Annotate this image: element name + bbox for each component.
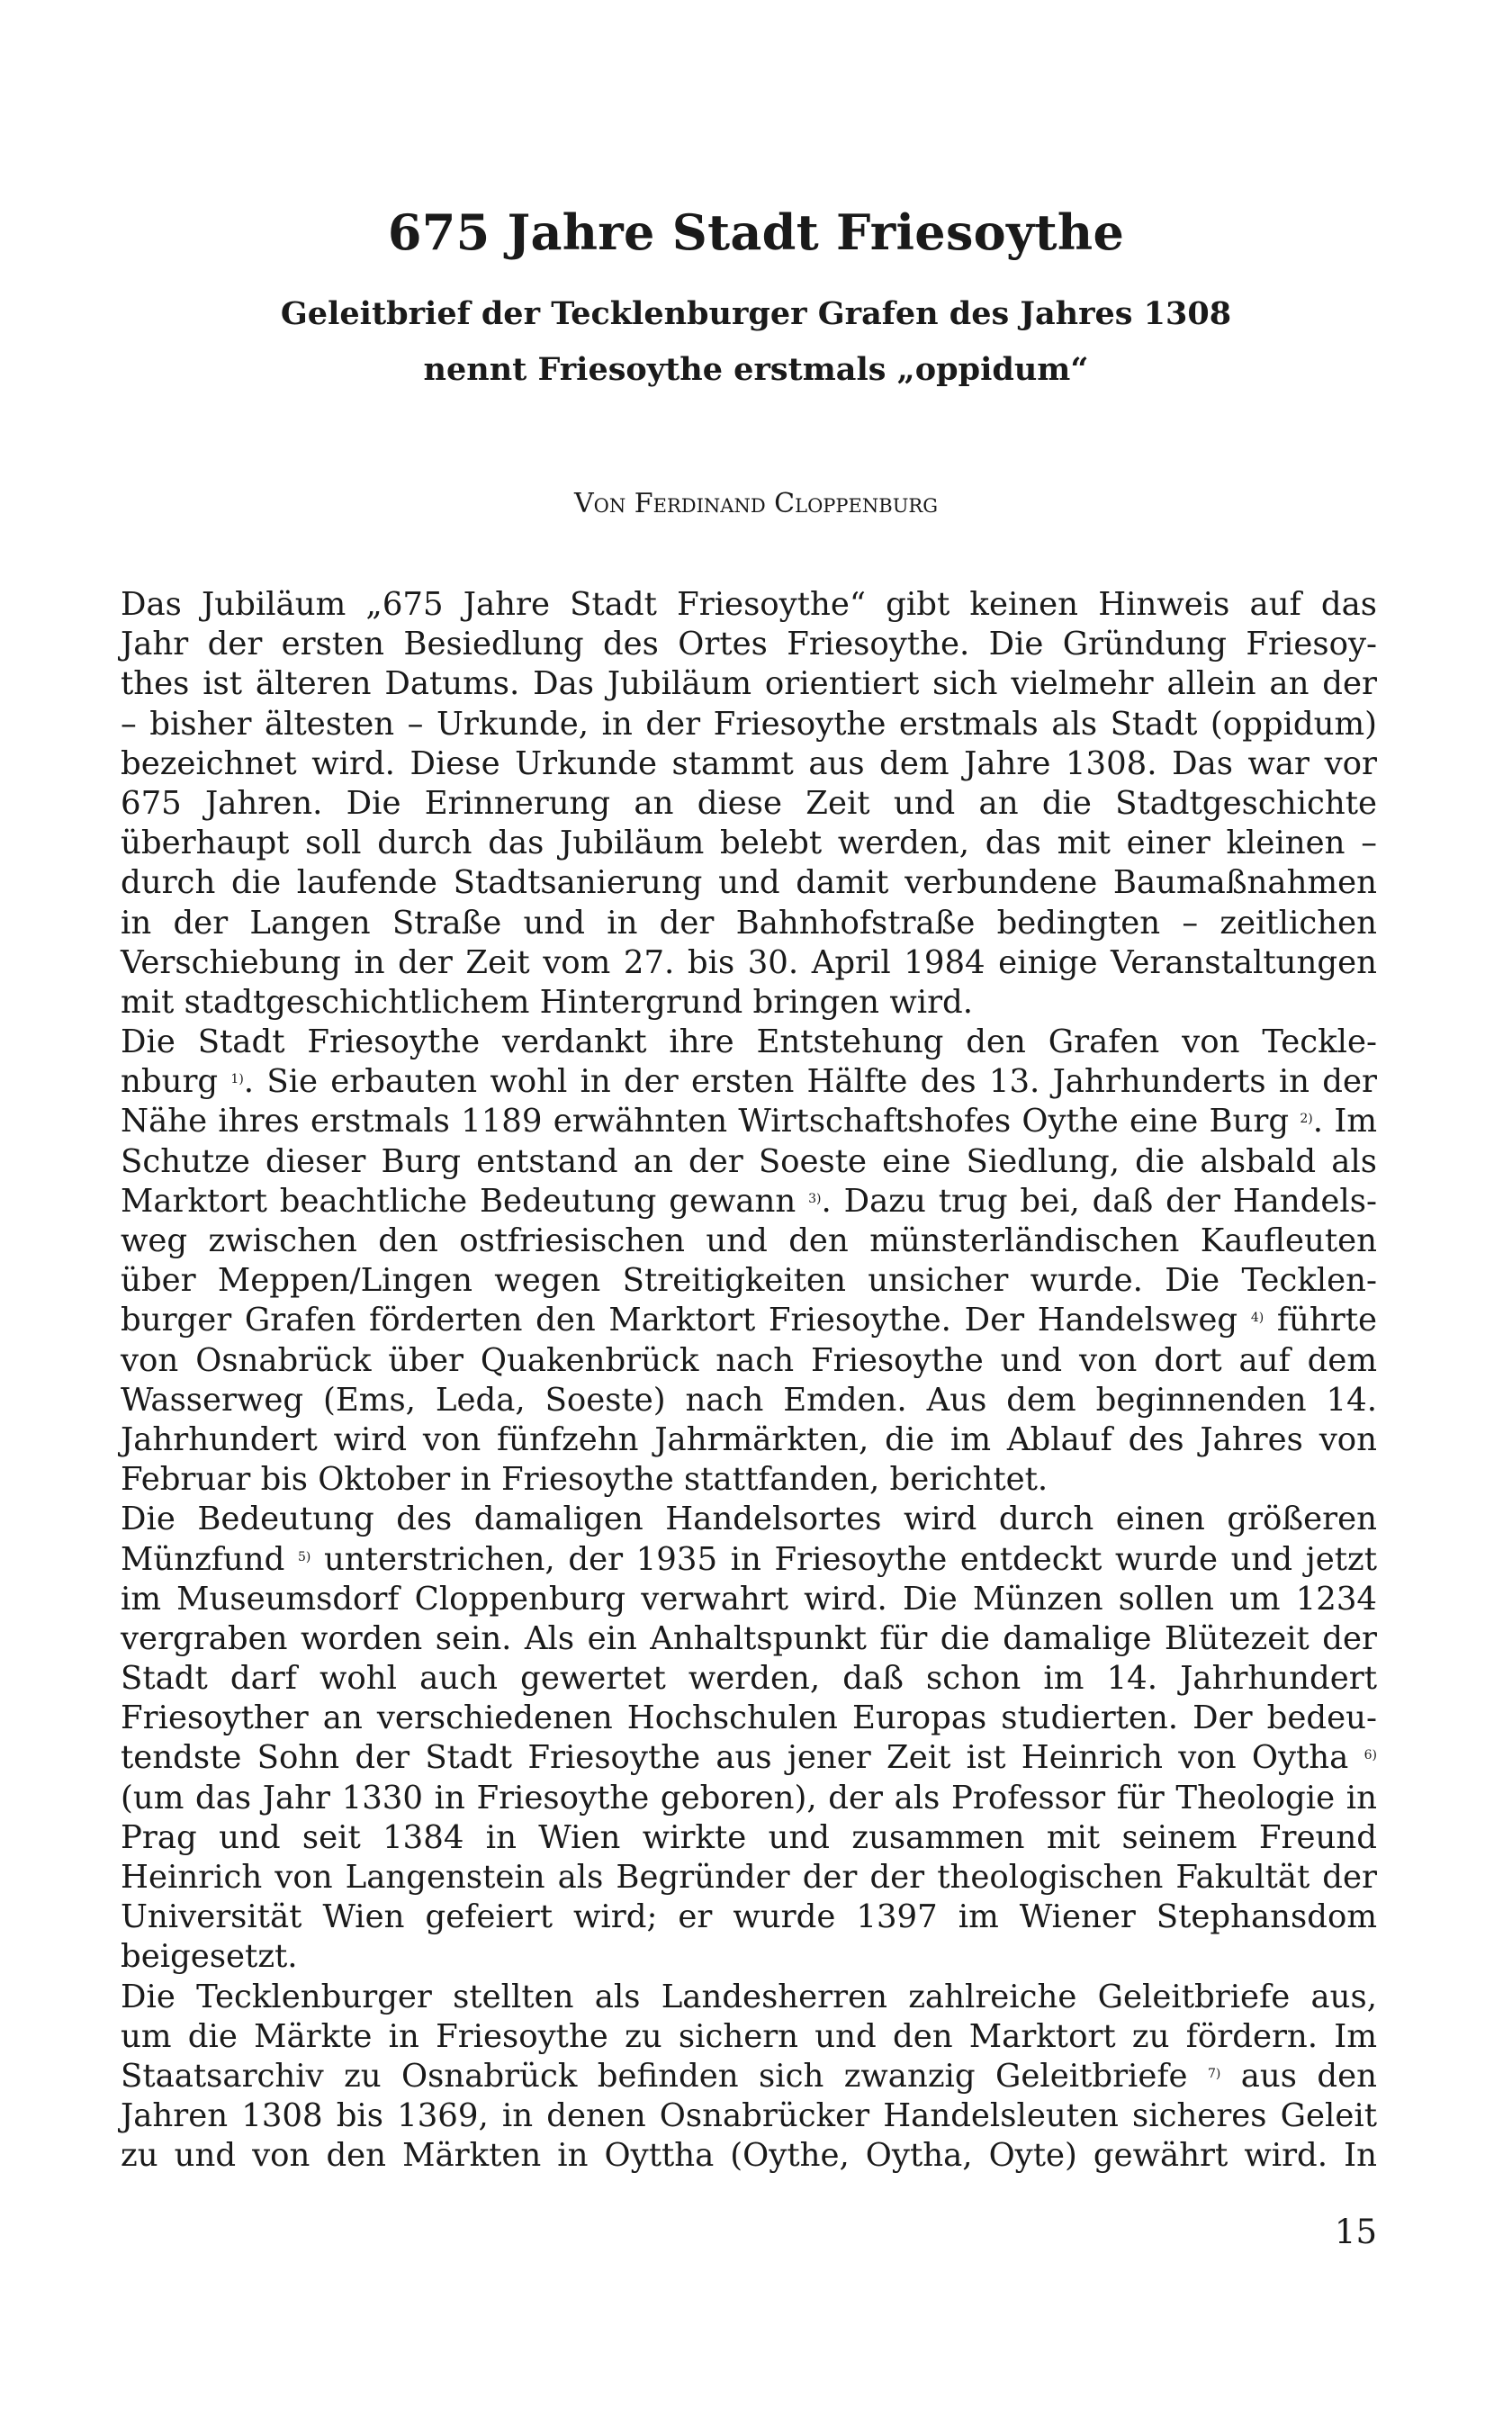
body-text: Nähe ihres erstmals 1189 erwähnten Wirtschaftshofes Oythe eine Burg [121, 1103, 1290, 1140]
body-line: nburg $^{1)}$. Sie erbauten wohl in der ersten Hälfte des 13. Jahrhunderts in der [121, 1063, 1377, 1101]
body-text: aus den [1240, 2057, 1377, 2095]
body-text: führte [1276, 1302, 1377, 1339]
body-line: Stadt darf wohl auch gewertet werden, daß schon im 14. Jahrhundert [121, 1660, 1377, 1698]
body-line: mit stadtgeschichtlichem Hintergrund bringen wird. [121, 983, 974, 1021]
footnote-marker: 7) [1207, 2066, 1221, 2081]
body-line: im Museumsdorf Cloppenburg verwahrt wird. Die Münzen sollen um 1234 [121, 1580, 1377, 1618]
body-line: überhaupt soll durch das Jubiläum belebt werden, das mit einer kleinen – [121, 825, 1377, 862]
footnote-marker: 6) [1364, 1748, 1377, 1763]
body-line: Heinrich von Langenstein als Begründer der der theologischen Fakultät der [121, 1859, 1377, 1896]
body-line: Marktort beachtliche Bedeutung gewann $^{3)}$. Dazu trug bei, daß der Handels- [121, 1182, 1377, 1220]
body-line: Friesoyther an verschiedenen Hochschulen Europas studierten. Der bedeu- [121, 1699, 1377, 1737]
body-line: Universität Wien gefeiert wird; er wurde 1397 im Wiener Stephansdom [121, 1898, 1377, 1936]
body-line: Verschiebung in der Zeit vom 27. bis 30. April 1984 einige Veranstaltungen [121, 943, 1377, 981]
body-text: Marktort beachtliche Bedeutung gewann [121, 1182, 796, 1220]
body-line [121, 1738, 1377, 1778]
article-subtitle-line-2: nennt Friesoythe erstmals „oppidum“ [423, 351, 1089, 388]
body-line: in der Langen Straße und in der Bahnhofstraße bedingten – zeitlichen [121, 904, 1377, 942]
footnote-marker: 3) [808, 1191, 822, 1206]
article-author: Von Ferdinand Cloppenburg [574, 488, 938, 519]
body-line: Die Bedeutung des damaligen Handelsortes wird durch einen größeren [121, 1501, 1377, 1538]
article-title: 675 Jahre Stadt Friesoythe [387, 203, 1125, 261]
page-number: 15 [1334, 2213, 1377, 2251]
body-line: Prag und seit 1384 in Wien wirkte und zusammen mit seinem Freund [121, 1818, 1377, 1856]
body-line: Die Stadt Friesoythe verdankt ihre Entstehung den Grafen von Teckle- [121, 1023, 1377, 1061]
body-line: Schutze dieser Burg entstand an der Soeste eine Siedlung, die alsbald als [121, 1142, 1377, 1180]
body-line: bezeichnet wird. Diese Urkunde stammt aus dem Jahre 1308. Das war vor [121, 744, 1377, 782]
body-line [121, 1540, 1377, 1580]
body-text: nburg [121, 1063, 219, 1101]
body-line: über Meppen/Lingen wegen Streitigkeiten unsicher wurde. Die Tecklen- [121, 1262, 1377, 1300]
body-line: Die Tecklenburger stellten als Landesherren zahlreiche Geleitbriefe aus, [121, 1978, 1377, 2015]
footnote-marker: 4) [1250, 1311, 1264, 1326]
body-text: Dazu trug bei, daß der Handels- [843, 1182, 1377, 1220]
footnote-marker: 1) [230, 1072, 244, 1087]
body-text: unterstrichen, der 1935 in Friesoythe entdeckt wurde und jetzt [324, 1540, 1377, 1578]
body-line: durch die laufende Stadtsanierung und damit verbundene Baumaßnahmen [121, 864, 1377, 902]
body-line: 675 Jahren. Die Erinnerung an diese Zeit und an die Stadtgeschichte [121, 784, 1377, 822]
body-line: Nähe ihres erstmals 1189 erwähnten Wirtschaftshofes Oythe eine Burg $^{2)}$. Im [121, 1103, 1377, 1140]
body-text: burger Grafen förderten den Marktort Friesoythe. Der Handelsweg [121, 1302, 1238, 1339]
body-line: (um das Jahr 1330 in Friesoythe geboren), der als Professor für Theologie in [121, 1779, 1377, 1816]
body-line: Jahrhundert wird von fünfzehn Jahrmärkten, die im Ablauf des Jahres von [121, 1420, 1377, 1458]
body-line: zu und von den Märkten in Oyttha (Oythe, Oytha, Oyte) gewährt wird. In [121, 2137, 1377, 2175]
body-line: Das Jubiläum „675 Jahre Stadt Friesoythe“ gibt keinen Hinweis auf das [121, 586, 1377, 623]
body-line: – bisher ältesten – Urkunde, in der Friesoythe erstmals als Stadt (oppidum) [121, 705, 1377, 743]
body-line: Wasserweg (Ems, Leda, Soeste) nach Emden. Aus dem beginnenden 14. [121, 1381, 1377, 1419]
body-line: Februar bis Oktober in Friesoythe stattfanden, berichtet. [121, 1461, 1048, 1499]
body-text: Münzfund [121, 1540, 285, 1578]
body-line: von Osnabrück über Quakenbrück nach Friesoythe und von dort auf dem [121, 1341, 1377, 1379]
article-body [121, 585, 1377, 2177]
body-line: thes ist älteren Datums. Das Jubiläum orientiert sich vielmehr allein an der [121, 665, 1377, 703]
body-text: tendste Sohn der Stadt Friesoythe aus jener Zeit ist Heinrich von Oytha [121, 1739, 1349, 1777]
footnote-marker: 2) [1300, 1112, 1313, 1127]
body-line: weg zwischen den ostfriesischen und den münsterländischen Kaufleuten [121, 1222, 1377, 1259]
body-text: Im [1334, 1103, 1377, 1140]
body-line: vergraben worden sein. Als ein Anhaltspunkt für die damalige Blütezeit der [121, 1619, 1377, 1657]
body-text: Sie erbauten wohl in der ersten Hälfte des 13. Jahrhunderts in der [266, 1063, 1377, 1101]
article-subtitle-line-1: Geleitbrief der Tecklenburger Grafen des Jahres 1308 [280, 295, 1232, 332]
footnote-marker: 5) [298, 1549, 311, 1564]
body-line: Jahren 1308 bis 1369, in denen Osnabrücker Handelsleuten sicheres Geleit [121, 2097, 1377, 2135]
body-line: um die Märkte in Friesoythe zu sichern und den Marktort zu fördern. Im [121, 2017, 1377, 2055]
body-line: beigesetzt. [121, 1938, 298, 1976]
body-text: Staatsarchiv zu Osnabrück befinden sich zwanzig Geleitbriefe [121, 2057, 1188, 2095]
body-line: Jahr der ersten Besiedlung des Ortes Friesoythe. Die Gründung Friesoy- [121, 626, 1377, 663]
body-line [121, 1301, 1377, 1340]
body-line [121, 2057, 1377, 2096]
